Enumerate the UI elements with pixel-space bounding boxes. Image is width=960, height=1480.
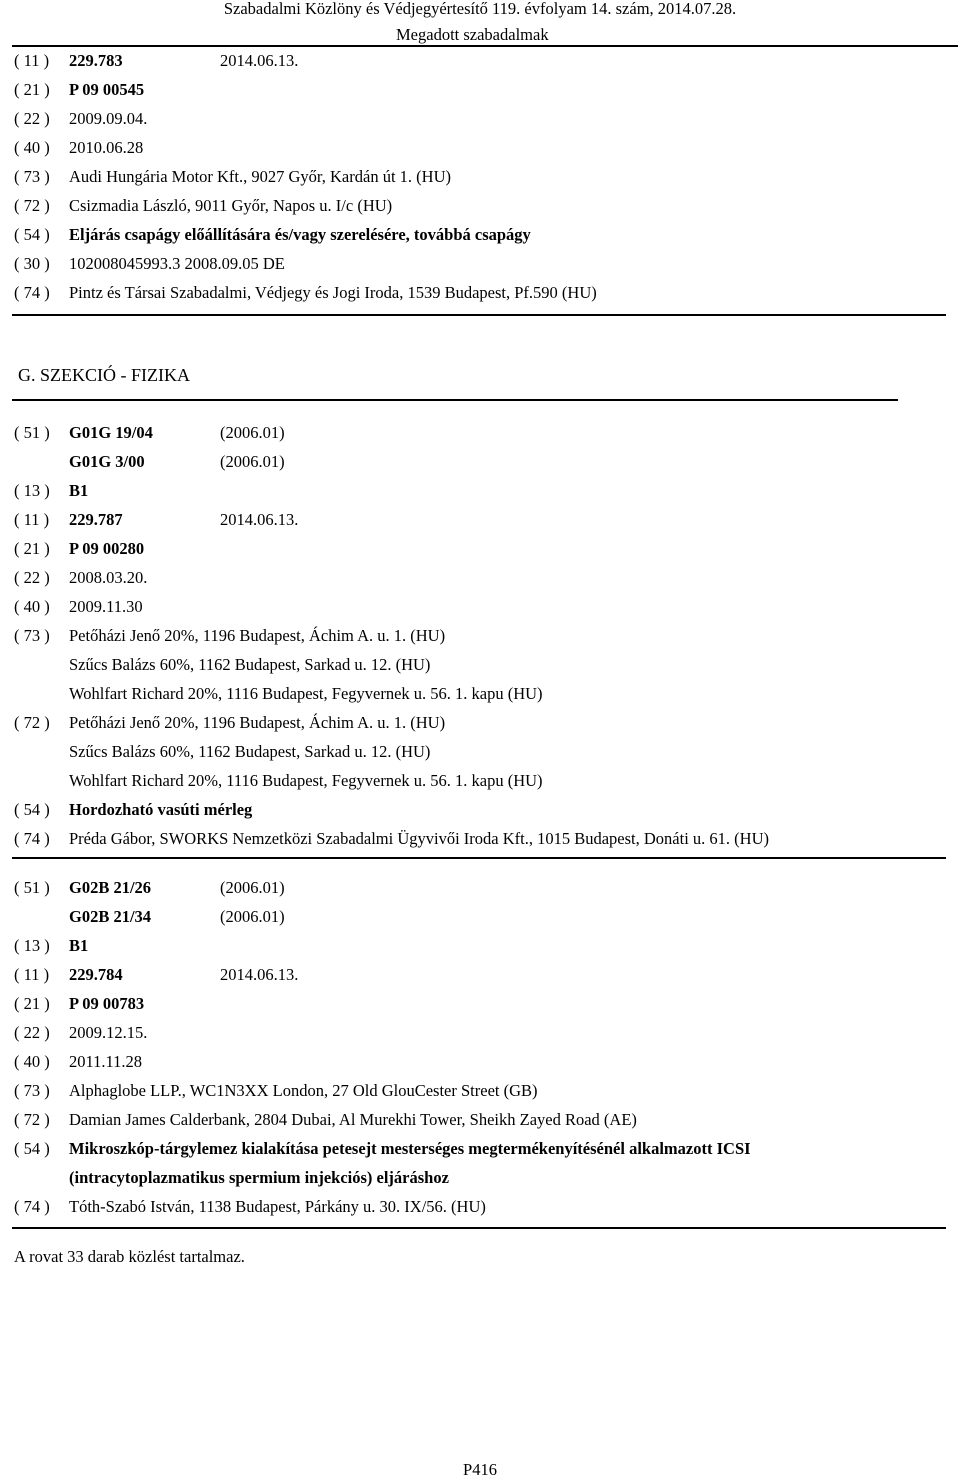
field-code: ( 51 ) [14, 878, 50, 897]
field-value: Wohlfart Richard 20%, 1116 Budapest, Fegyvernek u. 56. 1. kapu (HU) [69, 771, 543, 790]
field-value: Hordozható vasúti mérleg [69, 800, 253, 819]
field-code: ( 30 ) [14, 254, 50, 273]
field-value: 2009.11.30 [69, 597, 143, 616]
field-code: ( 72 ) [14, 713, 50, 732]
field-value: Wohlfart Richard 20%, 1116 Budapest, Fegyvernek u. 56. 1. kapu (HU) [69, 684, 543, 703]
field-value: Préda Gábor, SWORKS Nemzetközi Szabadalmi Ügyvivői Iroda Kft., 1015 Budapest, Donáti u. 61. (HU) [69, 829, 769, 848]
field-extra: 2014.06.13. [220, 965, 299, 984]
journal-title: Szabadalmi Közlöny és Védjegyértesítő 119. évfolyam 14. szám, 2014.07.28. [223, 0, 737, 18]
field-code: ( 11 ) [14, 510, 50, 529]
field-value: Eljárás csapágy előállítására és/vagy szerelésére, továbbá csapágy [69, 225, 531, 244]
page-number: P416 [463, 1460, 497, 1479]
field-value: B1 [69, 936, 89, 955]
field-code: ( 73 ) [14, 626, 50, 645]
field-value: 2009.09.04. [69, 109, 148, 128]
field-value: Tóth-Szabó István, 1138 Budapest, Párkány u. 30. IX/56. (HU) [69, 1197, 486, 1216]
field-code: ( 21 ) [14, 80, 50, 99]
field-code: ( 74 ) [14, 1197, 50, 1216]
field-code: ( 54 ) [14, 1139, 50, 1158]
field-value: Szűcs Balázs 60%, 1162 Budapest, Sarkad u. 12. (HU) [69, 742, 431, 761]
field-value: B1 [69, 481, 89, 500]
entry-divider [12, 314, 946, 316]
field-value: 229.787 [69, 510, 123, 529]
field-value: 2010.06.28 [69, 138, 144, 157]
field-code: ( 40 ) [14, 597, 50, 616]
section-divider [12, 399, 898, 401]
page-header [0, 0, 960, 46]
field-value: G02B 21/26 [69, 878, 152, 897]
field-code: ( 21 ) [14, 994, 50, 1013]
field-code: ( 72 ) [14, 196, 50, 215]
field-code: ( 21 ) [14, 539, 50, 558]
field-value: Csizmadia László, 9011 Győr, Napos u. I/c (HU) [69, 196, 393, 215]
field-value: Szűcs Balázs 60%, 1162 Budapest, Sarkad u. 12. (HU) [69, 655, 431, 674]
footer-note: A rovat 33 darab közlést tartalmaz. [14, 1247, 245, 1266]
field-code: ( 40 ) [14, 138, 50, 157]
field-code: ( 73 ) [14, 1081, 50, 1100]
field-value: 229.784 [69, 965, 123, 984]
field-value: P 09 00280 [69, 539, 145, 558]
field-code: ( 22 ) [14, 1023, 50, 1042]
field-extra: (2006.01) [220, 423, 285, 442]
field-code: ( 22 ) [14, 568, 50, 587]
field-value: Pintz és Társai Szabadalmi, Védjegy és Jogi Iroda, 1539 Budapest, Pf.590 (HU) [69, 283, 597, 302]
field-code: ( 22 ) [14, 109, 50, 128]
field-value: G02B 21/34 [69, 907, 152, 926]
section-title: G. SZEKCIÓ - FIZIKA [18, 365, 190, 385]
field-value: Petőházi Jenő 20%, 1196 Budapest, Áchim A. u. 1. (HU) [69, 626, 446, 645]
field-extra: (2006.01) [220, 878, 285, 897]
entry-divider [12, 1227, 946, 1229]
field-value: P 09 00783 [69, 994, 145, 1013]
field-code: ( 11 ) [14, 51, 50, 70]
field-code: ( 74 ) [14, 283, 50, 302]
field-code: ( 74 ) [14, 829, 50, 848]
field-value: Damian James Calderbank, 2804 Dubai, Al Murekhi Tower, Sheikh Zayed Road (AE) [69, 1110, 637, 1129]
field-value: G01G 19/04 [69, 423, 153, 442]
field-code: ( 54 ) [14, 800, 50, 819]
field-value: P 09 00545 [69, 80, 145, 99]
field-value: 2011.11.28 [69, 1052, 143, 1071]
field-value: 2009.12.15. [69, 1023, 148, 1042]
field-code: ( 51 ) [14, 423, 50, 442]
section-subtitle: Megadott szabadalmak [396, 25, 549, 44]
field-extra: 2014.06.13. [220, 51, 299, 70]
field-value: Alphaglobe LLP., WC1N3XX London, 27 Old GlouCester Street (GB) [69, 1081, 538, 1100]
field-value: 229.783 [69, 51, 123, 70]
field-extra: (2006.01) [220, 452, 285, 471]
field-code: ( 40 ) [14, 1052, 50, 1071]
field-value: G01G 3/00 [69, 452, 145, 471]
field-extra: (2006.01) [220, 907, 285, 926]
field-value: Mikroszkóp-tárgylemez kialakítása petesejt mesterséges megtermékenyítésénél alkalmazott ICSI [69, 1139, 751, 1158]
entry-divider [12, 857, 946, 859]
field-code: ( 54 ) [14, 225, 50, 244]
field-value: (intracytoplazmatikus spermium injekciós) eljáráshoz [69, 1168, 449, 1187]
field-value: Petőházi Jenő 20%, 1196 Budapest, Áchim A. u. 1. (HU) [69, 713, 446, 732]
field-code: ( 11 ) [14, 965, 50, 984]
field-code: ( 73 ) [14, 167, 50, 186]
field-code: ( 72 ) [14, 1110, 50, 1129]
field-code: ( 13 ) [14, 481, 50, 500]
header-divider [12, 45, 958, 47]
field-extra: 2014.06.13. [220, 510, 299, 529]
field-value: 102008045993.3 2008.09.05 DE [69, 254, 285, 273]
field-value: 2008.03.20. [69, 568, 148, 587]
field-code: ( 13 ) [14, 936, 50, 955]
field-value: Audi Hungária Motor Kft., 9027 Győr, Kardán út 1. (HU) [69, 167, 451, 186]
